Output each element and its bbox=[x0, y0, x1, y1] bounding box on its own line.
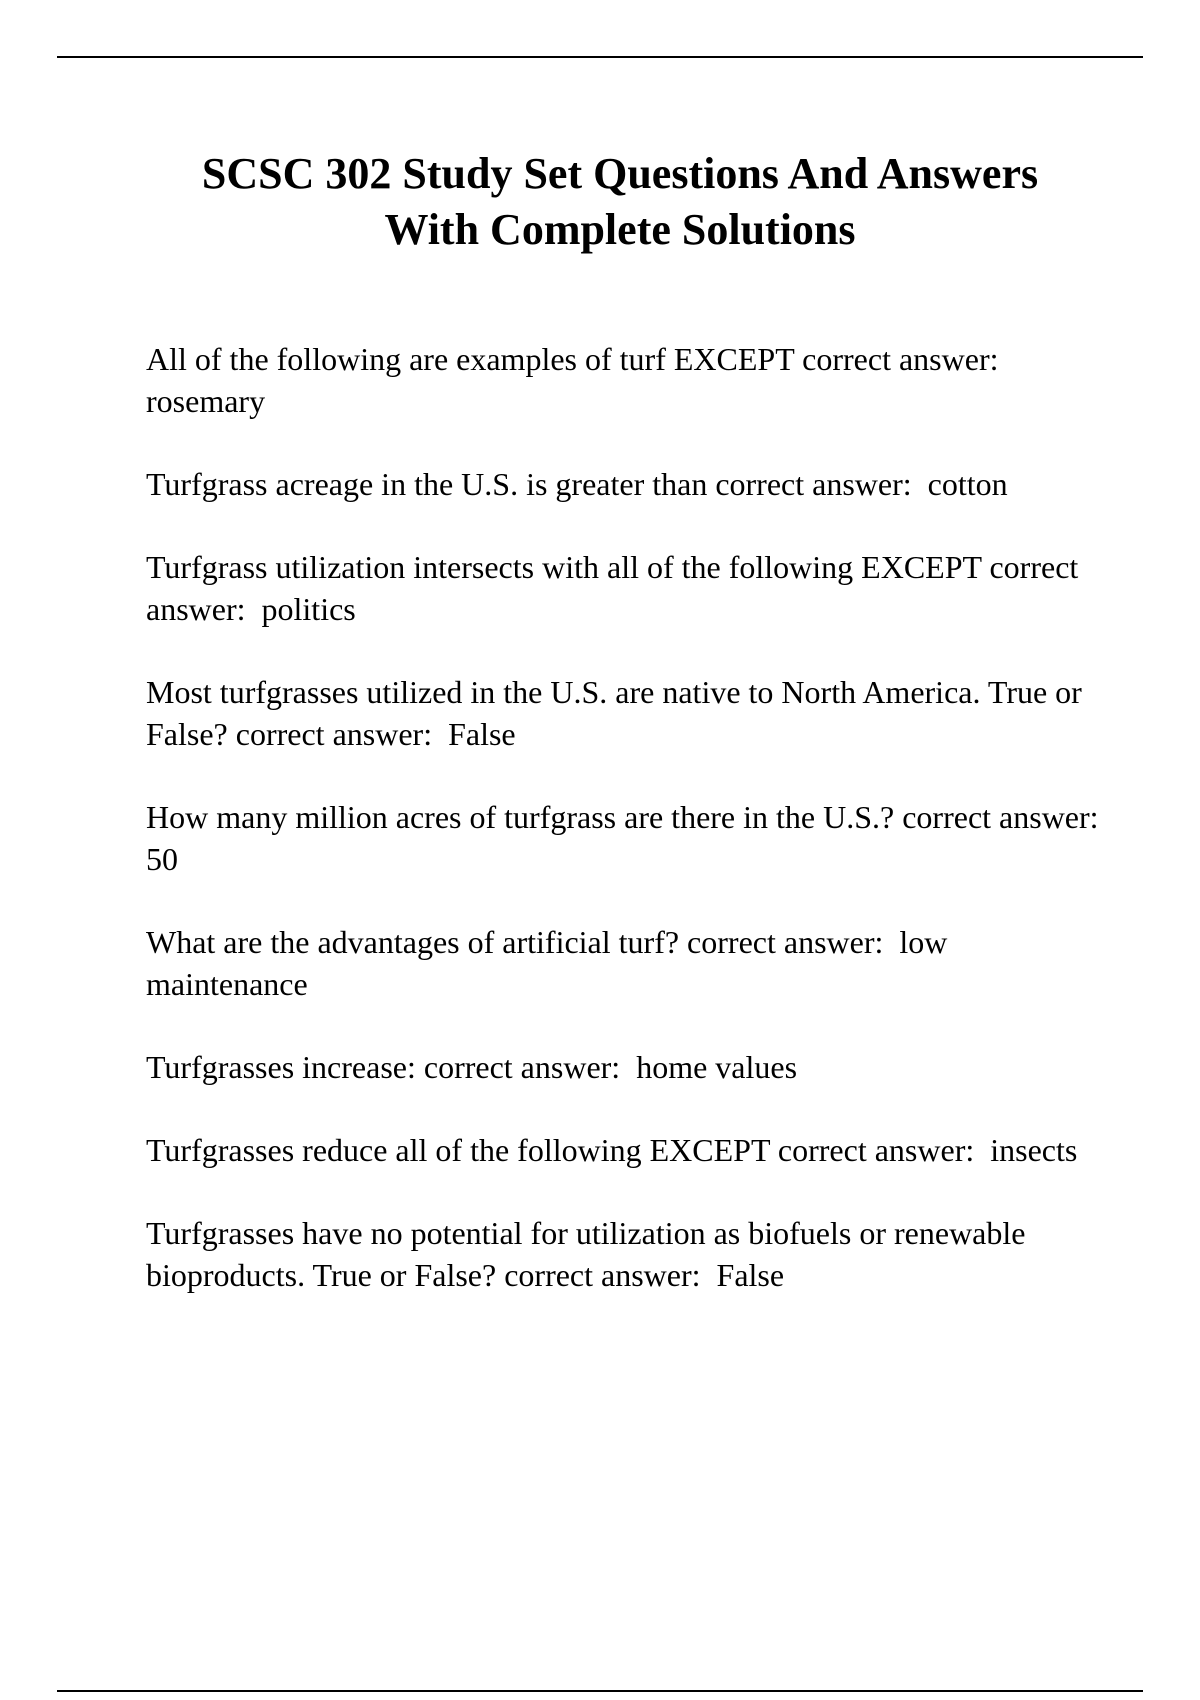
answer-marker: correct answer: bbox=[715, 466, 920, 502]
answer-marker: correct answer: bbox=[802, 341, 1007, 377]
question-text: Turfgrasses reduce all of the following EXCEPT bbox=[146, 1132, 770, 1168]
qa-item bbox=[146, 671, 1106, 755]
answer-text: False bbox=[448, 716, 516, 752]
question-text: Turfgrass acreage in the U.S. is greater than bbox=[146, 466, 708, 502]
answer-text: cotton bbox=[927, 466, 1008, 502]
answer-text: insects bbox=[990, 1132, 1078, 1168]
page-title-line-2: With Complete Solutions bbox=[384, 205, 856, 254]
answer-text: low maintenance bbox=[146, 924, 956, 1002]
answer-text: 50 bbox=[146, 841, 178, 877]
answer-text: False bbox=[716, 1257, 785, 1293]
answer-text: rosemary bbox=[146, 383, 266, 419]
answer-marker: correct answer: bbox=[235, 716, 441, 752]
question-text: All of the following are examples of turf EXCEPT bbox=[146, 341, 795, 377]
question-text: Most turfgrasses utilized in the U.S. are native to North America. True or False? bbox=[146, 674, 1090, 752]
qa-item bbox=[146, 921, 1106, 1005]
top-rule bbox=[57, 56, 1143, 58]
qa-item bbox=[146, 796, 1106, 880]
answer-marker: correct answer: bbox=[146, 549, 1087, 627]
qa-item bbox=[146, 546, 1106, 630]
qa-item bbox=[146, 463, 1106, 505]
question-text: What are the advantages of artificial turf? bbox=[146, 924, 680, 960]
qa-list bbox=[146, 338, 1106, 1337]
answer-marker: correct answer: bbox=[777, 1132, 983, 1168]
qa-item bbox=[146, 1129, 1106, 1171]
page-title-line-1: SCSC 302 Study Set Questions And Answers bbox=[201, 149, 1039, 198]
question-text: Turfgrasses increase: bbox=[146, 1049, 416, 1085]
bottom-rule bbox=[57, 1690, 1143, 1692]
qa-item bbox=[146, 1212, 1106, 1296]
answer-text: politics bbox=[261, 591, 356, 627]
answer-marker: correct answer: bbox=[504, 1257, 709, 1293]
qa-item bbox=[146, 338, 1106, 422]
answer-marker: correct answer: bbox=[687, 924, 892, 960]
question-text: How many million acres of turfgrass are there in the U.S.? bbox=[146, 799, 895, 835]
answer-text: home values bbox=[636, 1049, 798, 1085]
question-text: Turfgrasses have no potential for utilization as biofuels or renewable bioproducts. True or False? bbox=[146, 1215, 1034, 1293]
page-title bbox=[100, 146, 1140, 258]
qa-item bbox=[146, 1046, 1106, 1088]
question-text: Turfgrass utilization intersects with all of the following EXCEPT bbox=[146, 549, 982, 585]
answer-marker: correct answer: bbox=[902, 799, 1107, 835]
answer-marker: correct answer: bbox=[423, 1049, 629, 1085]
